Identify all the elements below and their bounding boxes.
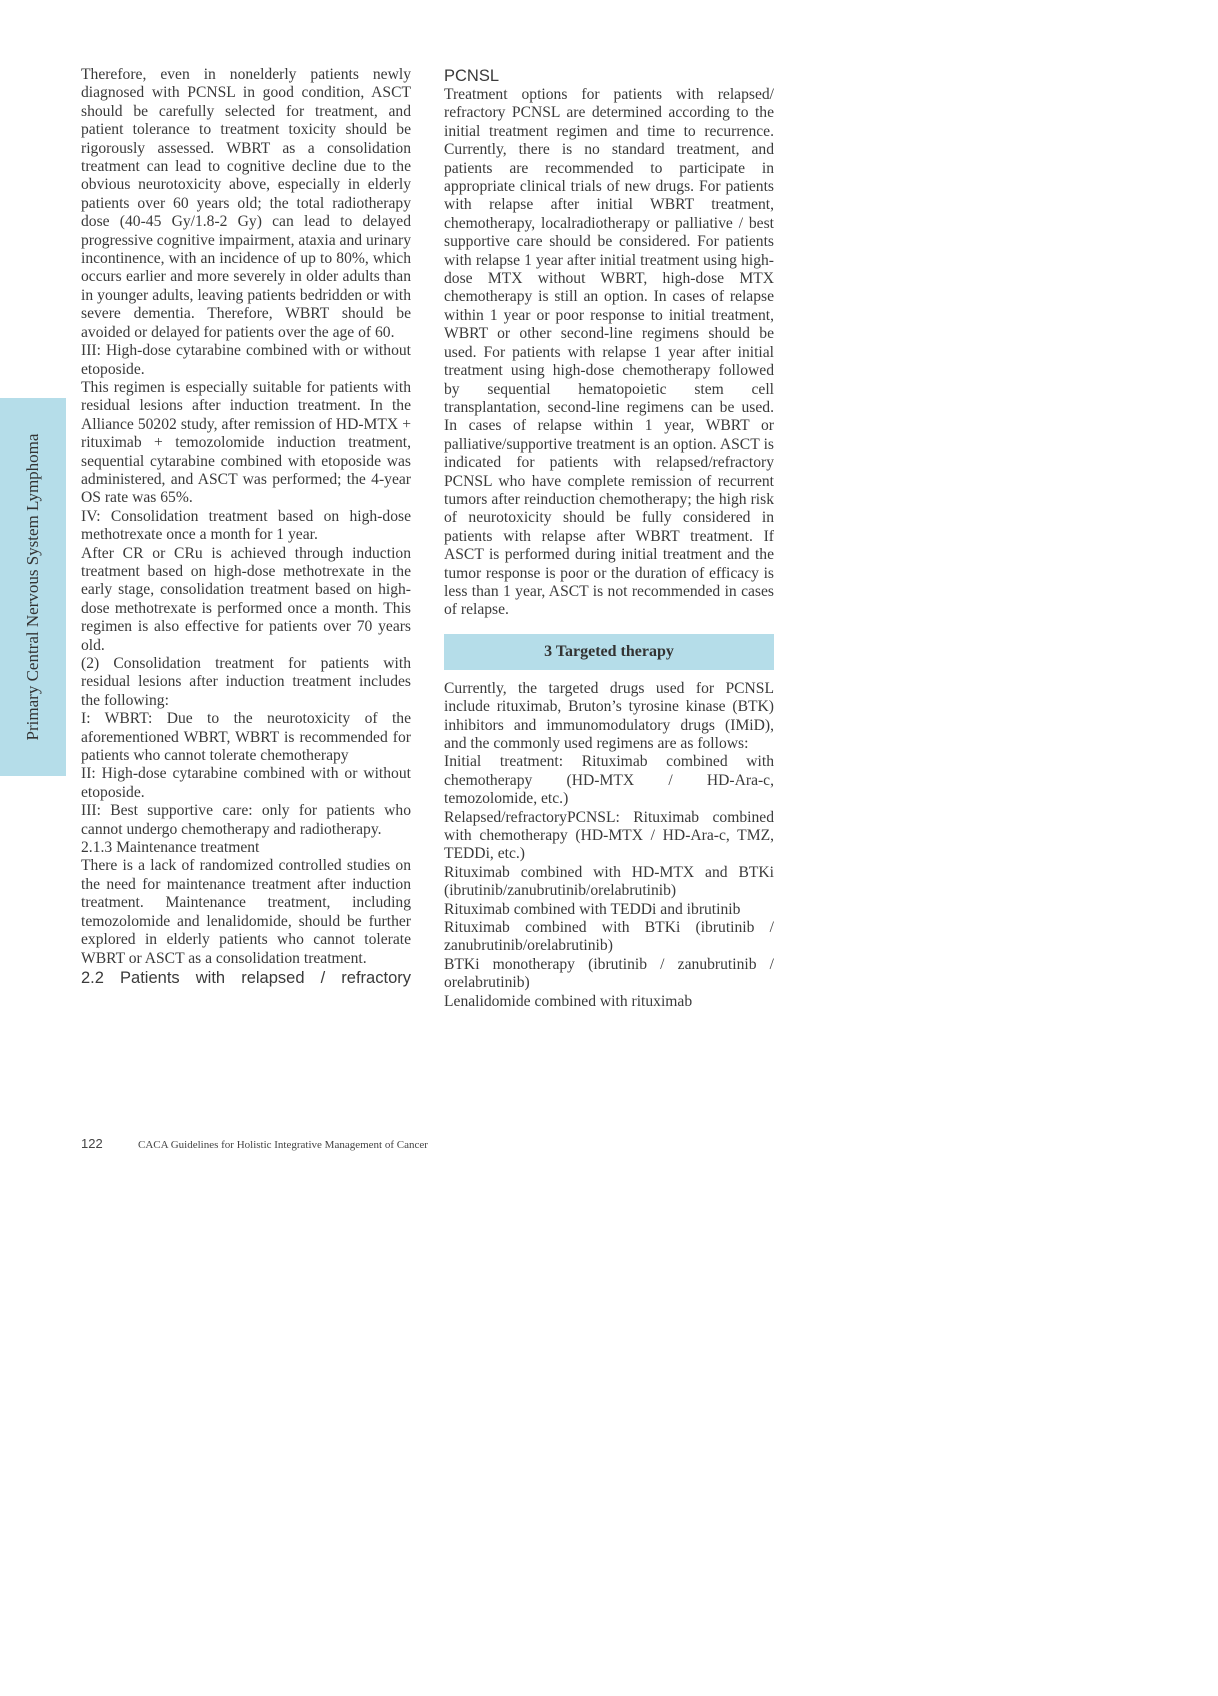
paragraph: III: Best supportive care: only for patients who cannot undergo chemotherapy and radiotherapy. bbox=[81, 802, 411, 838]
right-column bbox=[444, 66, 774, 1011]
section-title-bar: 3 Targeted therapy bbox=[444, 634, 774, 670]
list-item: Rituximab combined with BTKi (ibrutinib / zanubrutinib/orelabrutinib) bbox=[444, 919, 774, 955]
paragraph: Treatment options for patients with relapsed/ refractory PCNSL are determined according to the initial treatment regimen and time to recurrence. Currently, there is no standard treatment, and patients are recommended to participate in appropriate clinical trials of new drugs. For patients with relapse after initial WBRT treatment, chemotherapy, localradiotherapy or palliative / best supportive care should be considered. For patients with relapse 1 year after initial treatment using high-dose MTX without WBRT, high-dose MTX chemotherapy is still an option. In cases of relapse within 1 year or poor response to initial treatment, WBRT or other second-line regimens should be used. For patients with relapse 1 year after initial treatment using high-dose chemotherapy followed by sequential hematopoietic stem cell transplantation, second-line regimens can be used. In cases of relapse within 1 year, WBRT or palliative/supportive treatment is an option. ASCT is indicated for patients with relapsed/refractory PCNSL who have complete remission of recurrent tumors after reinduction chemotherapy; the high risk of neurotoxicity should be fully considered in patients with relapse after WBRT treatment. If ASCT is performed during initial treatment and the tumor response is poor or the duration of efficacy is less than 1 year, ASCT is not recommended in cases of relapse. bbox=[444, 86, 774, 619]
page-footer bbox=[81, 1136, 428, 1152]
section-heading-relapsed: 2.2 Patients with relapsed / refractory bbox=[81, 968, 411, 987]
journal-title: CACA Guidelines for Holistic Integrative Management of Cancer bbox=[138, 1139, 428, 1151]
paragraph: (2) Consolidation treatment for patients with residual lesions after induction treatment includes the following: bbox=[81, 655, 411, 709]
paragraph: Therefore, even in nonelderly patients newly diagnosed with PCNSL in good condition, ASCT should be carefully selected for treatment, and patient tolerance to treatment toxicity should be rigorously assessed. WBRT as a consolidation treatment can lead to cognitive decline due to the obvious neurotoxicity above, especially in elderly patients over 60 years old; the total radiotherapy dose (40-45 Gy/1.8-2 Gy) can lead to delayed progressive cognitive impairment, ataxia and urinary incontinence, with an incidence of up to 80%, which occurs earlier and more severely in older adults than in younger adults, leaving patients bedridden or with severe dementia. Therefore, WBRT should be avoided or delayed for patients over the age of 60. bbox=[81, 66, 411, 341]
side-tab-label: Primary Central Nervous System Lymphoma bbox=[23, 433, 42, 741]
paragraph: II: High-dose cytarabine combined with or without etoposide. bbox=[81, 765, 411, 801]
list-item: Relapsed/refractoryPCNSL: Rituximab combined with chemotherapy (HD-MTX / HD-Ara-c, TMZ, TEDDi, etc.) bbox=[444, 808, 774, 863]
list-item: Rituximab combined with TEDDi and ibrutinib bbox=[444, 900, 741, 918]
paragraph: After CR or CRu is achieved through induction treatment based on high-dose methotrexate in the early stage, consolidation treatment based on high-dose methotrexate is performed once a month. This regimen is also effective for patients over 70 years old. bbox=[81, 544, 411, 654]
page-number: 122 bbox=[81, 1136, 103, 1151]
paragraph: There is a lack of randomized controlled studies on the need for maintenance treatment after induction treatment. Maintenance treatment, including temozolomide and lenalidomide, should be further explored in elderly patients who cannot tolerate WBRT or ASCT as a consolidation treatment. bbox=[81, 857, 411, 967]
paragraph: I: WBRT: Due to the neurotoxicity of the aforementioned WBRT, WBRT is recommended for patients who cannot tolerate chemotherapy bbox=[81, 710, 411, 765]
paragraph: This regimen is especially suitable for patients with residual lesions after induction treatment. In the Alliance 50202 study, after remission of HD-MTX + rituximab + temozolomide induction treatment, sequential cytarabine combined with etoposide was administered, and ASCT was performed; the 4-year OS rate was 65%. bbox=[81, 378, 411, 507]
side-tab bbox=[0, 398, 66, 776]
list-item: Rituximab combined with HD-MTX and BTKi (ibrutinib/zanubrutinib/orelabrutinib) bbox=[444, 863, 774, 900]
left-column bbox=[81, 66, 411, 988]
paragraph: Currently, the targeted drugs used for PCNSL include rituximab, Bruton’s tyrosine kinase (BTK) inhibitors and immunomodulatory drugs (IMiD), and the commonly used regimens are as follows: bbox=[444, 679, 774, 752]
list-item: Initial treatment: Rituximab combined with chemotherapy (HD-MTX / HD-Ara-c, temozolomide, etc.) bbox=[444, 753, 774, 808]
subsection-heading: 2.1.3 Maintenance treatment bbox=[81, 839, 260, 857]
list-item: Lenalidomide combined with rituximab bbox=[444, 992, 693, 1010]
list-item: BTKi monotherapy (ibrutinib / zanubrutinib / orelabrutinib) bbox=[444, 955, 774, 992]
section-heading-continued: PCNSL bbox=[444, 67, 500, 85]
paragraph: III: High-dose cytarabine combined with or without etoposide. bbox=[81, 342, 411, 378]
paragraph: IV: Consolidation treatment based on high-dose methotrexate once a month for 1 year. bbox=[81, 507, 411, 544]
